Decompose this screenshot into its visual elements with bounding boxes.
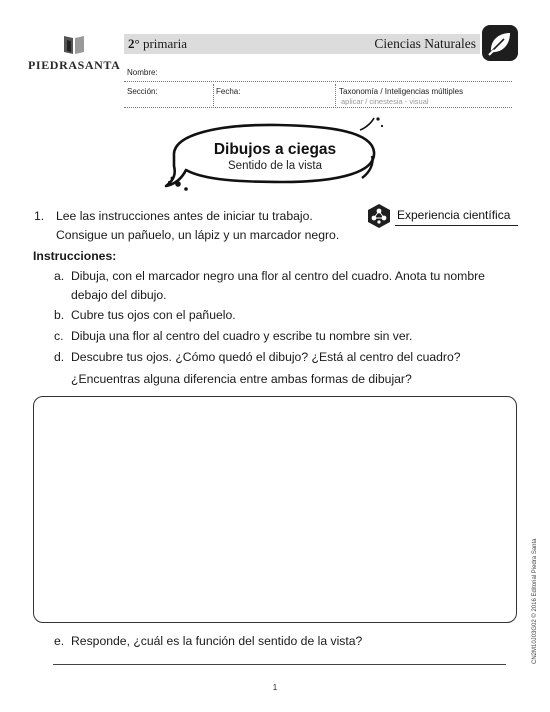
section-label: Sección: (127, 87, 158, 96)
drawing-area[interactable] (33, 396, 517, 623)
copyright-code: CN2M10J03G02 © 2016 Editorial Piedra Santa (532, 538, 538, 664)
item-number: 1. (34, 209, 45, 223)
subject-badge (482, 25, 518, 61)
step-a-line-2: debajo del dibujo. (71, 288, 167, 302)
publisher-name: PIEDRASANTA (28, 58, 121, 72)
step-e-line-1: Responde, ¿cuál es la función del sentido de la vista? (71, 634, 363, 648)
name-label: Nombre: (127, 68, 158, 77)
date-label: Fecha: (216, 87, 241, 96)
grade-label (128, 36, 187, 52)
section-date-field[interactable] (124, 107, 512, 108)
name-field[interactable] (124, 81, 512, 82)
step-letter: d. (54, 350, 65, 364)
field-separator (335, 84, 336, 108)
header-bar (124, 34, 480, 54)
science-experience-underline (395, 225, 518, 226)
intro-line-2: Consigue un pañuelo, un lápiz y un marcador negro. (56, 228, 340, 242)
page-number: 1 (272, 683, 278, 692)
step-c-line-1: Dibuja una flor al centro del cuadro y escribe tu nombre sin ver. (71, 329, 413, 343)
instructions-heading: Instrucciones: (33, 249, 117, 263)
subject-title: Ciencias Naturales (374, 36, 476, 51)
molecule-icon (366, 203, 392, 229)
page-subtitle: Sentido de la vista (228, 160, 322, 172)
book-logo-icon (62, 32, 86, 56)
leaf-icon (482, 25, 518, 61)
step-a-line-1: Dibuja, con el marcador negro una flor al centro del cuadro. Anota tu nombre (71, 269, 485, 283)
step-d-line-1: Descubre tus ojos. ¿Cómo quedó el dibujo? ¿Está al centro del cuadro? (71, 350, 461, 364)
field-separator (213, 84, 214, 108)
step-letter: e. (54, 634, 65, 648)
grade-number: 2° (128, 36, 140, 51)
page-title: Dibujos a ciegas (213, 141, 337, 158)
taxonomy-label: Taxonomía / Inteligencias múltiples (339, 87, 464, 96)
step-d-line-2: ¿Encuentras alguna diferencia entre ambas formas de dibujar? (71, 372, 412, 386)
intro-line-1: Lee las instrucciones antes de iniciar tu trabajo. (56, 209, 313, 223)
step-letter: c. (54, 329, 64, 343)
publisher-logo (28, 30, 120, 74)
science-experience-label: Experiencia científica (397, 208, 511, 222)
taxonomy-sub: aplicar / cinestesia - visual (341, 97, 429, 106)
step-b-line-1: Cubre tus ojos con el pañuelo. (71, 308, 236, 322)
answer-line[interactable] (53, 664, 506, 665)
step-letter: b. (54, 308, 65, 322)
step-letter: a. (54, 269, 65, 283)
grade-text: primaria (142, 36, 187, 51)
